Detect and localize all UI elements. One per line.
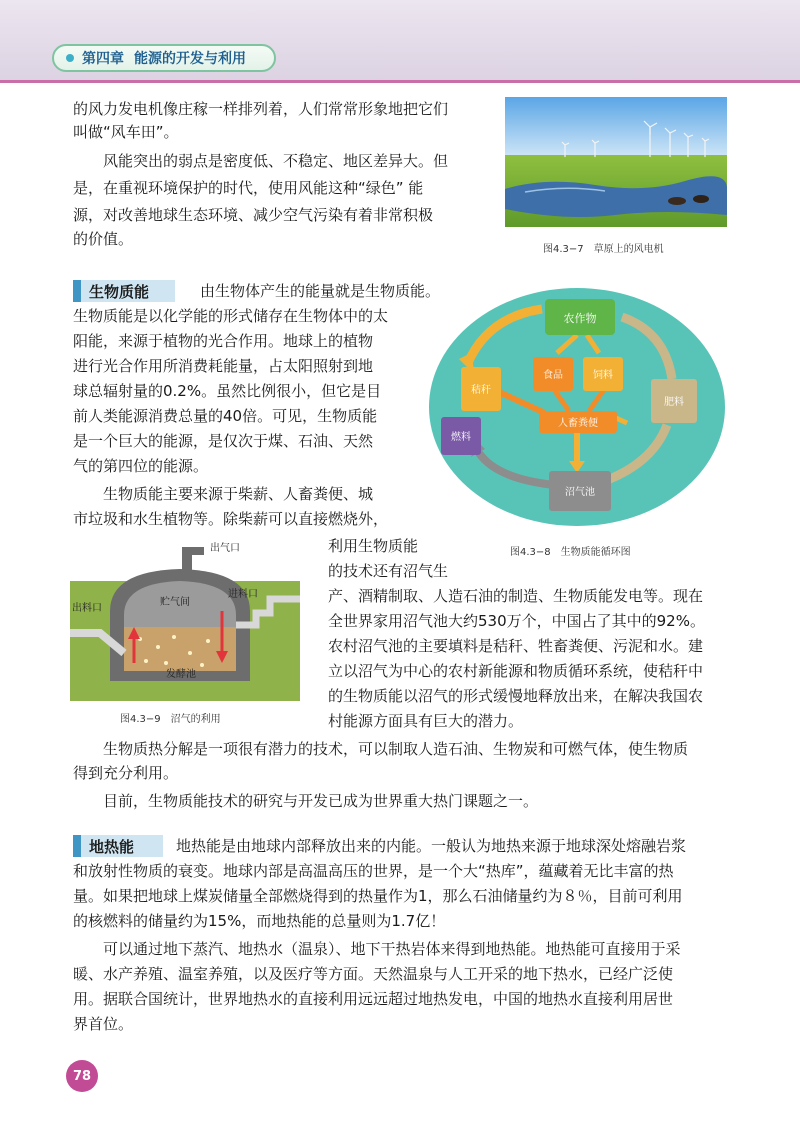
label-feed-inlet: 进料口: [228, 589, 258, 600]
chapter-tab: [52, 44, 276, 72]
wind-line-3: 风能突出的弱点是密度低、不稳定、地区差异大。但: [73, 152, 449, 170]
chapter-number: 第四章: [82, 51, 124, 67]
geo-line-6: 暖、水产养殖、温室养殖，以及医疗等方面。天然温泉与人工开采的地下热水，已经广泛使: [73, 965, 674, 983]
biogas-digester-diagram: [70, 541, 300, 705]
wind-line-1: 的风力发电机像庄稼一样排列着，人们常常形象地把它们: [73, 100, 449, 118]
node-fuel: 燃料: [451, 432, 471, 443]
node-manure: 人畜粪便: [558, 418, 598, 429]
header-divider: [0, 80, 800, 83]
geo-line-8: 界首位。: [73, 1015, 134, 1033]
node-food: 食品: [543, 370, 563, 381]
label-fermentation-tank: 发酵池: [166, 669, 196, 680]
biomass-cycle-diagram: [427, 287, 727, 531]
wind-line-4: 是，在重视环境保护的时代，使用风能这种“绿色” 能: [73, 179, 424, 197]
tech-line-2: 的技术还有沼气生: [328, 562, 449, 580]
node-fertilizer: 肥料: [664, 397, 684, 408]
geo-line-7: 用。据联合国统计，世界地热水的直接利用远远超过地热发电，中国的地热水直接利用居世: [73, 990, 674, 1008]
chapter-title: 能源的开发与利用: [134, 51, 246, 67]
geothermal-section-tag: 地热能: [73, 835, 163, 857]
wind-line-5: 源，对改善地球生态环境、减少空气污染有着非常积极: [73, 206, 434, 224]
biomass-line-7: 是一个巨大的能源，是仅次于煤、石油、天然: [73, 432, 374, 450]
biomass-line-10: 市垃圾和水生植物等。除柴薪可以直接燃烧外，: [73, 510, 389, 528]
label-gas-outlet: 出气口: [210, 543, 240, 554]
biomass-line-6: 前人类能源消费总量的40倍。可见，生物质能: [73, 407, 378, 425]
wind-line-6: 的价值。: [73, 230, 134, 248]
biomass-line-5: 球总辐射量的0.2%。虽然比例很小，但它是目: [73, 382, 382, 400]
wind-farm-photo: [505, 97, 727, 227]
bullet-dot-icon: [66, 54, 74, 62]
pyrolysis-line-2: 得到充分利用。: [73, 764, 179, 782]
label-discharge-outlet: 出料口: [72, 603, 102, 614]
biomass-line-9: 生物质能主要来源于柴薪、人畜粪便、城: [73, 485, 374, 503]
tech-line-6: 立以沼气为中心的农村新能源和物质循环系统，使秸秆中: [328, 662, 704, 680]
wind-line-2: 叫做“风车田”。: [73, 123, 179, 141]
label-gas-storage: 贮气间: [160, 597, 190, 608]
biomass-line-2: 生物质能是以化学能的形式储存在生物体中的太: [73, 307, 389, 325]
tech-line-3: 产、酒精制取、人造石油的制造、生物质能发电等。现在: [328, 587, 704, 605]
biomass-line-8: 气的第四位的能源。: [73, 457, 209, 475]
geo-line-3: 量。如果把地球上煤炭储量全部燃烧得到的热量作为1，那么石油储量约为８％，目前可利用: [73, 887, 683, 905]
geo-line-1: 地热能是由地球内部释放出来的内能。一般认为地热来源于地球深处熔融岩浆: [176, 837, 687, 855]
pyrolysis-line-1: 生物质热分解是一项很有潜力的技术，可以制取人造石油、生物炭和可燃气体，使生物质: [73, 740, 689, 758]
biomass-line-1: 由生物体产生的能量就是生物质能。: [200, 282, 441, 300]
page-number: 78: [66, 1060, 98, 1092]
geo-line-2: 和放射性物质的衰变。地球内部是高温高压的世界，是一个大“热库”，蕴藏着无比丰富的热: [73, 862, 674, 880]
node-feed: 饲料: [593, 370, 613, 381]
node-crops: 农作物: [563, 312, 597, 325]
tech-line-1: 利用生物质能: [328, 537, 419, 555]
wind-figure-caption: 图4.3−7 草原上的风电机: [543, 244, 664, 255]
biomass-line-4: 进行光合作用所消费耗能量，占太阳照射到地: [73, 357, 374, 375]
tech-line-5: 农村沼气池的主要填料是秸秆、牲畜粪便、污泥和水。建: [328, 637, 704, 655]
tech-line-8: 村能源方面具有巨大的潜力。: [328, 712, 524, 730]
digester-figure-caption: 图4.3−9 沼气的利用: [120, 714, 221, 725]
tech-line-4: 全世界家用沼气池大约530万个，中国占了其中的92%。: [328, 612, 705, 630]
node-biogas-pit: 沼气池: [565, 487, 595, 498]
cycle-figure-caption: 图4.3−8 生物质能循环图: [510, 547, 631, 558]
research-line: 目前，生物质能技术的研究与开发已成为世界重大热门课题之一。: [73, 792, 539, 810]
geo-line-5: 可以通过地下蒸汽、地热水（温泉）、地下干热岩体来得到地热能。地热能可直接用于采: [73, 940, 681, 958]
node-straw: 秸秆: [471, 385, 491, 396]
tech-line-7: 的生物质能以沼气的形式缓慢地释放出来，在解决我国农: [328, 687, 704, 705]
geo-line-4: 的核燃料的储量约为15%，而地热能的总量则为1.7亿！: [73, 912, 446, 930]
biomass-section-tag: 生物质能: [73, 280, 175, 302]
biomass-line-3: 阳能，来源于植物的光合作用。地球上的植物: [73, 332, 374, 350]
